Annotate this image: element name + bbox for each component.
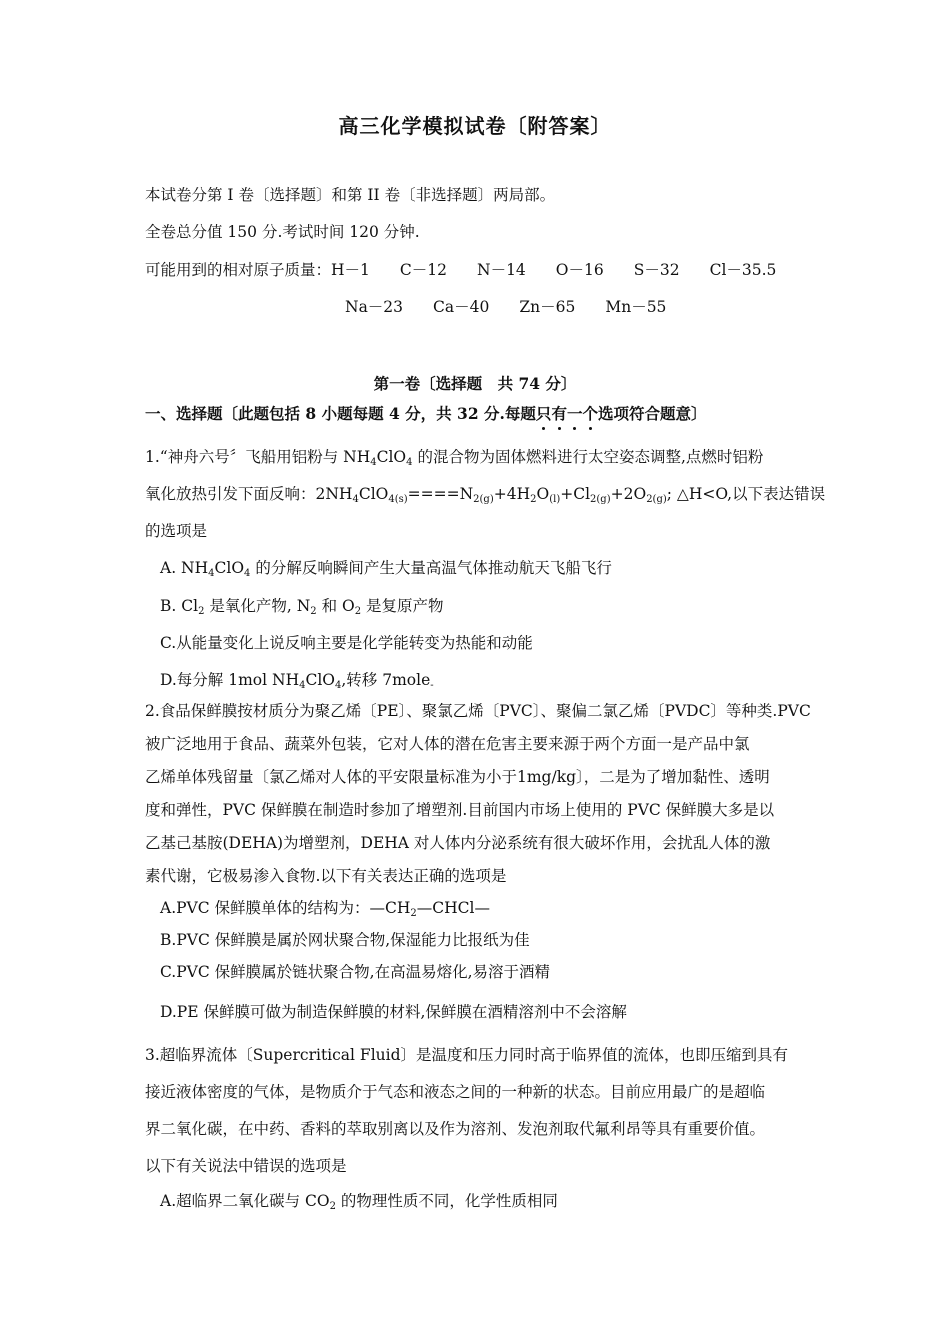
text-run: ClO (305, 671, 335, 689)
emphasis-char: 个 (582, 404, 598, 423)
text-run: 的分解反响瞬间产生大量高温气体推动航天飞船飞行 (250, 559, 612, 577)
subscript: 2(g) (473, 494, 494, 505)
q1-sub-1: 4 (370, 457, 377, 468)
text-run: A.PVC 保鲜膜单体的结构为：—CH (160, 899, 411, 917)
text-run: ; △H<O,以下表达错误 (666, 485, 826, 503)
subscript: 2 (329, 1201, 336, 1212)
text-run: B. Cl (160, 597, 199, 615)
subscript: 4 (352, 494, 359, 505)
emphasis-char: 有 (551, 404, 567, 423)
atomic-mass-item: H－1 (331, 261, 370, 279)
atomic-mass-item: Zn－65 (519, 298, 576, 316)
intro-line-2: 全卷总分值 150 分.考试时间 120 分钟. (145, 223, 420, 241)
intro-line-1: 本试卷分第 I 卷〔选择题〕和第 II 卷〔非选择题〕两局部。 (145, 186, 556, 204)
emphasis-dotted-text (536, 404, 598, 423)
subscript: 2 (354, 606, 362, 617)
q2-stem-line-5: 乙基己基胺(DEHA)为增塑剂，DEHA 对人体内分泌系统有很大破坏作用，会扰乱人体的激 (145, 834, 771, 852)
q3-stem-line-2: 接近液体密度的气体，是物质介于气态和液态之间的一种新的状态。目前应用最广的是超临 (145, 1083, 766, 1101)
subscript: 4 (208, 568, 215, 579)
text-run: 和 O (316, 597, 355, 615)
atomic-mass-item: S－32 (633, 261, 680, 279)
q2-option-c: C.PVC 保鲜膜属於链状聚合物,在高温易熔化,易溶于酒精 (160, 963, 550, 981)
q1-text-a: 1.“神舟六号〞飞船用铝粉与 NH (145, 448, 371, 466)
q2-option-b: B.PVC 保鲜膜是属於网状聚合物,保湿能力比报纸为佳 (160, 931, 530, 949)
q2-stem-line-4: 度和弹性，PVC 保鲜膜在制造时参加了增塑剂.目前国内市场上使用的 PVC 保鲜膜大多是以 (145, 801, 775, 819)
atomic-mass-item: N－14 (477, 261, 526, 279)
q1-option-c: C.从能量变化上说反响主要是化学能转变为热能和动能 (160, 634, 533, 652)
subscript: 4(s) (388, 494, 408, 505)
atomic-mass-label: 可能用到的相对原子质量： (145, 261, 332, 279)
atomic-mass-item: Cl－35.5 (709, 261, 777, 279)
subscript: 2(g) (646, 494, 667, 505)
q1-stem-line-2 (145, 484, 825, 504)
atomic-mass-item: Mn－55 (605, 298, 667, 316)
text-run: 氧化放热引发下面反响：2NH (145, 485, 353, 503)
atomic-mass-item: C－12 (399, 261, 447, 279)
q1-text-b: ClO (376, 448, 407, 466)
subscript: 2 (310, 606, 317, 617)
subscript: (l) (549, 494, 561, 505)
emphasis-char: 只 (535, 404, 552, 423)
atomic-mass-item: O－16 (555, 261, 604, 279)
q1-sub-2: 4 (406, 457, 413, 468)
subscript: 2 (530, 494, 537, 505)
text-run: ,转移 7mole (341, 671, 431, 689)
q3-stem-line-1: 3.超临界流体〔Supercritical Fluid〕是温度和压力同时高于临界值的流体，也即压缩到具有 (145, 1046, 789, 1064)
q1-text-c: 的混合物为固体燃料进行太空姿态调整,点燃时铝粉 (412, 448, 764, 466)
subscript: 2(g) (590, 494, 611, 505)
q1-option-b (160, 596, 444, 616)
text-run: +2O (610, 485, 647, 503)
q1-stem-line-3: 的选项是 (145, 522, 208, 540)
subscript: 4 (244, 568, 251, 579)
text-run: 的物理性质不同，化学性质相同 (336, 1192, 558, 1210)
atomic-mass-row-2 (345, 297, 666, 317)
part-one-instructions (145, 404, 707, 424)
q2-stem-line-2: 被广泛地用于食品、蔬菜外包装，它对人体的潜在危害主要来源于两个方面一是产品中氯 (145, 735, 750, 753)
q2-stem-line-6: 素代谢，它极易渗入食物.以下有关表达正确的选项是 (145, 867, 507, 885)
atomic-mass-line (145, 260, 776, 280)
emphasis-char: 一 (566, 404, 583, 423)
text-run: +Cl (560, 485, 591, 503)
text-run: —CHCl— (416, 899, 490, 917)
text-run: 是复原产物 (361, 597, 444, 615)
text-run: ClO (214, 559, 245, 577)
q3-stem-line-4: 以下有关说法中错误的选项是 (145, 1157, 347, 1175)
text-run: A. NH (160, 559, 209, 577)
subscript: 4 (299, 680, 306, 691)
q3-option-a (160, 1191, 558, 1211)
q2-option-d: D.PE 保鲜膜可做为制造保鲜膜的材料,保鲜膜在酒精溶剂中不会溶解 (160, 1003, 627, 1021)
page-title: 高三化学模拟试卷〔附答案〕 (338, 114, 612, 138)
q2-stem-line-3: 乙烯单体残留量〔氯乙烯对人体的平安限量标准为小于1mg/kg〕，二是为了增加黏性、透明 (145, 768, 770, 786)
subscript: 4 (335, 680, 342, 691)
subscript: - (430, 680, 434, 691)
part-one-pre: 一、选择题〔此题包括 8 小题每题 4 分，共 32 分.每题 (145, 404, 536, 423)
q2-stem-line-1: 2.食品保鲜膜按材质分为聚乙烯〔PE〕、聚氯乙烯〔PVC〕、聚偏二氯乙烯〔PVDC〕等种类.PVC (145, 702, 811, 720)
section-heading: 第一卷〔选择题 共 74 分〕 (373, 374, 577, 393)
subscript: 2 (410, 908, 417, 919)
text-run: O (536, 485, 550, 503)
atomic-mass-item: Na－23 (345, 298, 404, 316)
q1-option-d (160, 670, 434, 690)
atomic-mass-item: Ca－40 (433, 298, 490, 316)
q3-stem-line-3: 界二氧化碳，在中药、香料的萃取别离以及作为溶剂、发泡剂取代氟利昂等具有重要价值。 (145, 1120, 766, 1138)
q2-option-a (160, 898, 490, 918)
part-one-post: 选项符合题意〕 (597, 404, 707, 423)
text-run: 是氧化产物, N (204, 597, 311, 615)
text-run: ====N (407, 485, 474, 503)
q1-option-a (160, 558, 612, 578)
text-run: ClO (358, 485, 389, 503)
subscript: 2 (198, 606, 205, 617)
atomic-mass-row-1 (331, 261, 776, 279)
text-run: A.超临界二氧化碳与 CO (160, 1192, 330, 1210)
text-run: +4H (493, 485, 531, 503)
q1-stem-line-1 (145, 447, 763, 467)
text-run: D.每分解 1mol NH (160, 671, 300, 689)
